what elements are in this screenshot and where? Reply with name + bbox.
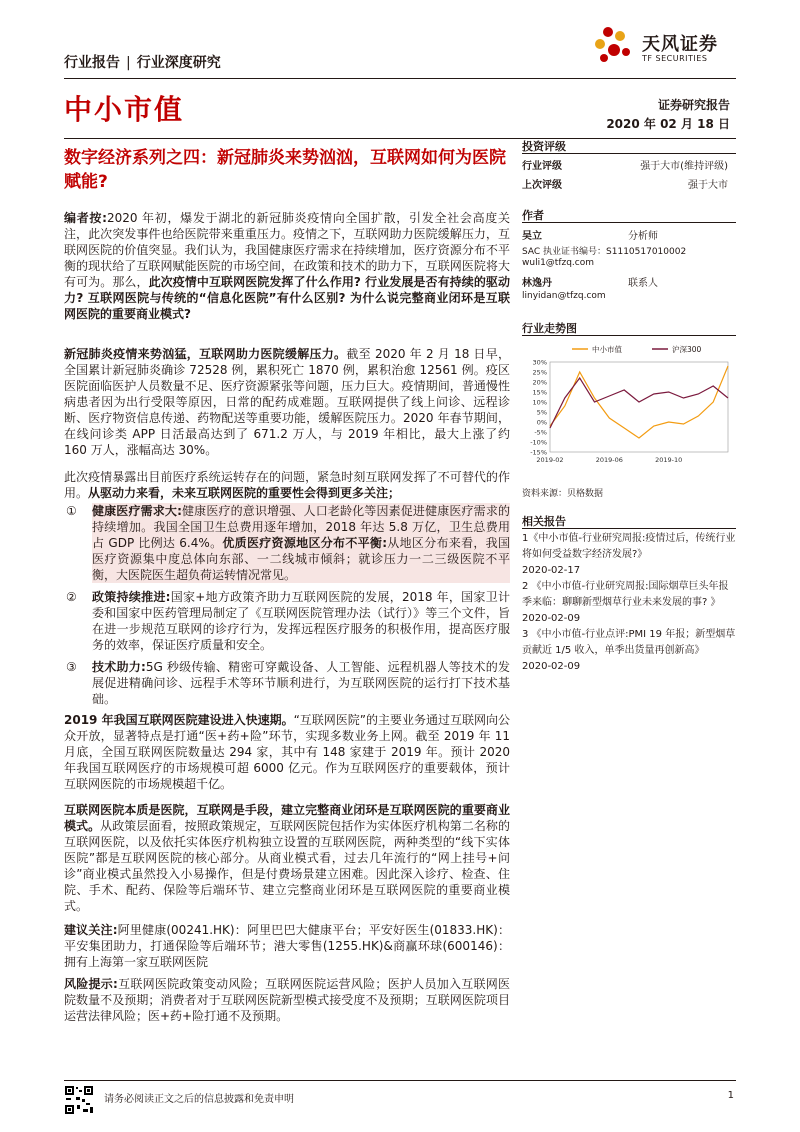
recommendation-text: 阿里健康(00241.HK)：阿里巴巴大健康平台；平安好医生(01833.HK)：平安集团助力，打通保险等后端环节；港大零售(1255.HK)&商赢环球(600146)：拥有上海第一家互联网医院 <box>64 923 510 969</box>
item-heading: 技术助力: <box>92 660 146 674</box>
item-text-2: 从地区分布来看，我国医疗资源集中度总体向东部、一二线城市倾斜；就诊压力一二三级医院不平衡，大医院医生超负荷运转情况常见。 <box>92 536 510 582</box>
item-number: ③ <box>66 660 77 674</box>
legend-label-1: 中小市值 <box>592 345 622 354</box>
business-model-text: 从政策层面看，按照政策规定，互联网医院包括作为实体医疗机构第二名称的互联网医院，以及依托实体医疗机构独立设置的互联网医院，两种类型的“线下实体医院”都是互联网医院的核心部分。从商业模式看，过去几年流行的“网上挂号+问诊”商业模式虽然投入小易操作，但是付费场景建立困难。因此深入诊疗、检查、住院、手术、配药、保险等后端环节、建立完整商业闭环是互联网医院的重要商业模式。 <box>64 819 510 913</box>
construction-heading: 2019 年我国互联网医院建设进入快速期。 <box>64 713 294 727</box>
y-tick-label: -5% <box>534 428 547 437</box>
chart-source: 资料来源：贝格数据 <box>522 489 604 499</box>
related-report-date: 2020-02-09 <box>522 661 581 672</box>
x-tick-label: 2019-06 <box>595 456 623 464</box>
footer-disclaimer[interactable]: 请务必阅读正文之后的信息披露和免责申明 <box>104 1094 294 1105</box>
related-report-3[interactable] <box>522 627 736 675</box>
y-tick-label: -15% <box>530 448 547 457</box>
report-label: 证券研究报告 <box>657 98 730 112</box>
industry-rating-value: 强于大市(维持评级) <box>640 161 728 172</box>
epidemic-text: 截至 2020 年 2 月 18 日早，全国累计新冠肺炎确诊 72528 例，累积死亡 1870 例，累积治愈 12561 例。疫区医院面临医护人员数量不足、医疗资源紧张等问题，压力巨大。疫情期间，普通慢性病患者因为出行受限等原因，日常的配药成难题。互联网提供了线上问诊、远程诊断、医疗物资信息传递、药物配送等重要功能，缓解医院压力。2020 年春节期间，在线问诊类 APP 日活最高达到了 671.2 万人，与 2019 年相比，最大上涨了约 160 万人，涨幅高达 30%。 <box>64 347 510 457</box>
construction-text: “互联网医院”的主要业务通过互联网向公众开放，显著特点是打通“医+药+险”环节，实现多数业务上网。截至 2019 年 11 月底，全国互联网医院数量达 294 家，其中有 148 家建于 2019 年。预计 2020 年我国互联网医疗的市场规模可超 6000 亿元。作为互联网医疗的重要载体，预计互联网医院的市场规模超千亿。 <box>64 713 511 791</box>
y-tick-label: 20% <box>532 378 547 387</box>
driver-paragraph <box>64 469 510 501</box>
author-2-name: 林逸丹 <box>522 278 552 289</box>
recommendation-paragraph <box>64 922 510 970</box>
rating-rule <box>522 153 736 154</box>
x-tick-label: 2019-10 <box>655 456 683 464</box>
author-1-cert-row <box>522 244 736 257</box>
recommendation-label: 建议关注: <box>64 923 118 937</box>
rating-heading: 投资评级 <box>522 140 566 153</box>
author-heading: 作者 <box>522 209 544 222</box>
driver-item-2 <box>64 589 510 653</box>
y-tick-label: 30% <box>532 358 547 367</box>
report-date: 2020 年 02 月 18 日 <box>606 117 730 131</box>
related-report-2[interactable] <box>522 579 736 627</box>
construction-paragraph <box>64 712 510 792</box>
author-1-name: 吴立 <box>522 231 542 242</box>
author-rule <box>522 222 736 223</box>
item-heading-2: 优质医疗资源地区分布不平衡: <box>222 536 388 550</box>
related-report-1[interactable] <box>522 531 736 579</box>
previous-rating-label: 上次评级 <box>522 180 562 191</box>
report-category <box>64 52 221 72</box>
y-tick-label: 25% <box>532 368 547 377</box>
y-tick-label: 15% <box>532 388 547 397</box>
item-number: ① <box>66 504 77 518</box>
risk-paragraph <box>64 976 510 1024</box>
y-tick-label: 10% <box>532 398 547 407</box>
industry-trend-chart <box>522 340 736 480</box>
editor-note-questions: 此次疫情中互联网医院发挥了什么作用? 行业发展是否有持续的驱动力? 互联网医院与传统的“信息化医院”有什么区别? 为什么说完整商业闭环是互联网医院的重要商业模式? <box>64 275 510 321</box>
chart-rule <box>522 335 736 336</box>
editor-note-label: 编者按: <box>64 211 107 225</box>
author-2-role: 联系人 <box>628 278 658 289</box>
related-heading: 相关报告 <box>522 515 566 528</box>
item-text: 国家+地方政策齐助力互联网医院的发展，2018 年，国家卫计委和国家中医药管理局制定了《互联网医院管理办法（试行）》等三个文件，旨在进一步规范互联网的诊疗行为，发挥远程医疗服务的积极作用，提高医疗服务的效率，保证医疗质量和安全。 <box>92 590 510 652</box>
epidemic-heading: 新冠肺炎疫情来势汹猛，互联网助力医院缓解压力。 <box>64 347 347 361</box>
y-tick-label: 0% <box>536 418 547 427</box>
item-text: 5G 秒级传输、精密可穿戴设备、人工智能、远程机器人等技术的发展促进精确问诊、远程手术等环节顺利进行，为互联网医院的运行打下技术基础。 <box>92 660 510 706</box>
legend-label-2: 沪深300 <box>672 345 702 354</box>
related-report-date: 2020-02-17 <box>522 565 581 576</box>
author-1-email[interactable]: wuli1@tfzq.com <box>522 258 595 268</box>
author-1-cert-label: SAC 执业证书编号： <box>522 247 607 257</box>
driver-item-3 <box>64 659 510 707</box>
related-report-title: 2 《中小市值-行业研究周报:国际烟草巨头年报季来临：聊聊新型烟草行业未来发展的事? 》 <box>522 581 729 608</box>
item-heading: 政策持续推进: <box>92 590 171 604</box>
item-text: 健康医疗的意识增强、人口老龄化等因素促进健康医疗需求的持续增加。我国全国卫生总费用逐年增加，2018 年达 5.8 万亿，卫生总费用占 GDP 比例达 6.4%。 <box>92 504 510 550</box>
risk-text: 互联网医院政策变动风险；互联网医院运营风险；医护人员加入互联网医院数量不及预期；消费者对于互联网医院新型模式接受度不及预期；互联网医院项目运营法律风险；医+药+险打通不及预期。 <box>64 977 510 1023</box>
logo-chinese-name: 天风证券 <box>642 34 718 55</box>
header-rule <box>64 78 736 79</box>
driver-text: 此次疫情暴露出目前医疗系统运转存在的问题，紧急时刻互联网发挥了不可替代的作用。 <box>64 470 510 500</box>
report-subtype: 行业深度研究 <box>136 55 221 71</box>
page-number: 1 <box>727 1090 734 1101</box>
report-title: 数字经济系列之四：新冠肺炎来势汹汹，互联网如何为医院赋能? <box>64 148 506 192</box>
x-tick-label: 2019-02 <box>536 456 564 464</box>
author-2-email[interactable]: linyidan@tfzq.com <box>522 291 606 301</box>
author-1-role: 分析师 <box>628 231 658 242</box>
item-number: ② <box>66 590 77 604</box>
series-line-2 <box>550 378 728 428</box>
item-heading: 健康医疗需求大: <box>92 504 182 518</box>
header-separator: | <box>126 55 131 71</box>
editor-note-text: 2020 年初，爆发于湖北的新冠肺炎疫情向全国扩散，引发全社会高度关注，此次突发事件也给医院带来重重压力。疫情之下，互联网助力医院缓解压力，互联网医院的价值突显。我们认为，我国健康医疗需求在持续增加，医疗资源分布不平衡的现状给了互联网赋能医院的市场空间，在政策和技术的助力下，互联网医院将大有可为。那么， <box>64 211 510 289</box>
editor-note-paragraph <box>64 210 510 322</box>
driver-heading: 从驱动力来看，未来互联网医院的重要性会得到更多关注； <box>88 486 401 500</box>
report-type: 行业报告 <box>64 55 120 71</box>
title-rule <box>64 138 736 139</box>
related-report-date: 2020-02-09 <box>522 613 581 624</box>
author-1-cert: S1110517010002 <box>606 247 687 257</box>
related-rule <box>522 528 736 529</box>
qr-code-icon <box>64 1085 94 1115</box>
sector-title: 中小市值 <box>64 93 185 126</box>
risk-label: 风险提示: <box>64 977 118 991</box>
related-report-title: 1《中小市值-行业研究周报:疫情过后，传统行业将如何受益数字经济发展?》 <box>522 533 736 560</box>
business-model-paragraph <box>64 802 510 914</box>
driver-item-1 <box>64 503 510 583</box>
previous-rating-value: 强于大市 <box>688 180 728 191</box>
y-tick-label: -10% <box>530 438 547 447</box>
footer-rule <box>64 1080 736 1081</box>
industry-rating-label: 行业评级 <box>522 161 562 172</box>
related-report-title: 3 《中小市值-行业点评:PMI 19 年报；新型烟草贡献近 1/5 收入，单季出货量再创新高》 <box>522 629 736 656</box>
epidemic-paragraph <box>64 346 510 458</box>
chart-heading: 行业走势图 <box>522 322 577 335</box>
business-model-heading: 互联网医院本质是医院，互联网是手段，建立完整商业闭环是互联网医院的重要商业模式。 <box>64 803 510 833</box>
y-tick-label: 5% <box>536 408 547 417</box>
logo-english-name: TF SECURITIES <box>642 54 708 63</box>
tf-logo-icon <box>590 24 636 64</box>
